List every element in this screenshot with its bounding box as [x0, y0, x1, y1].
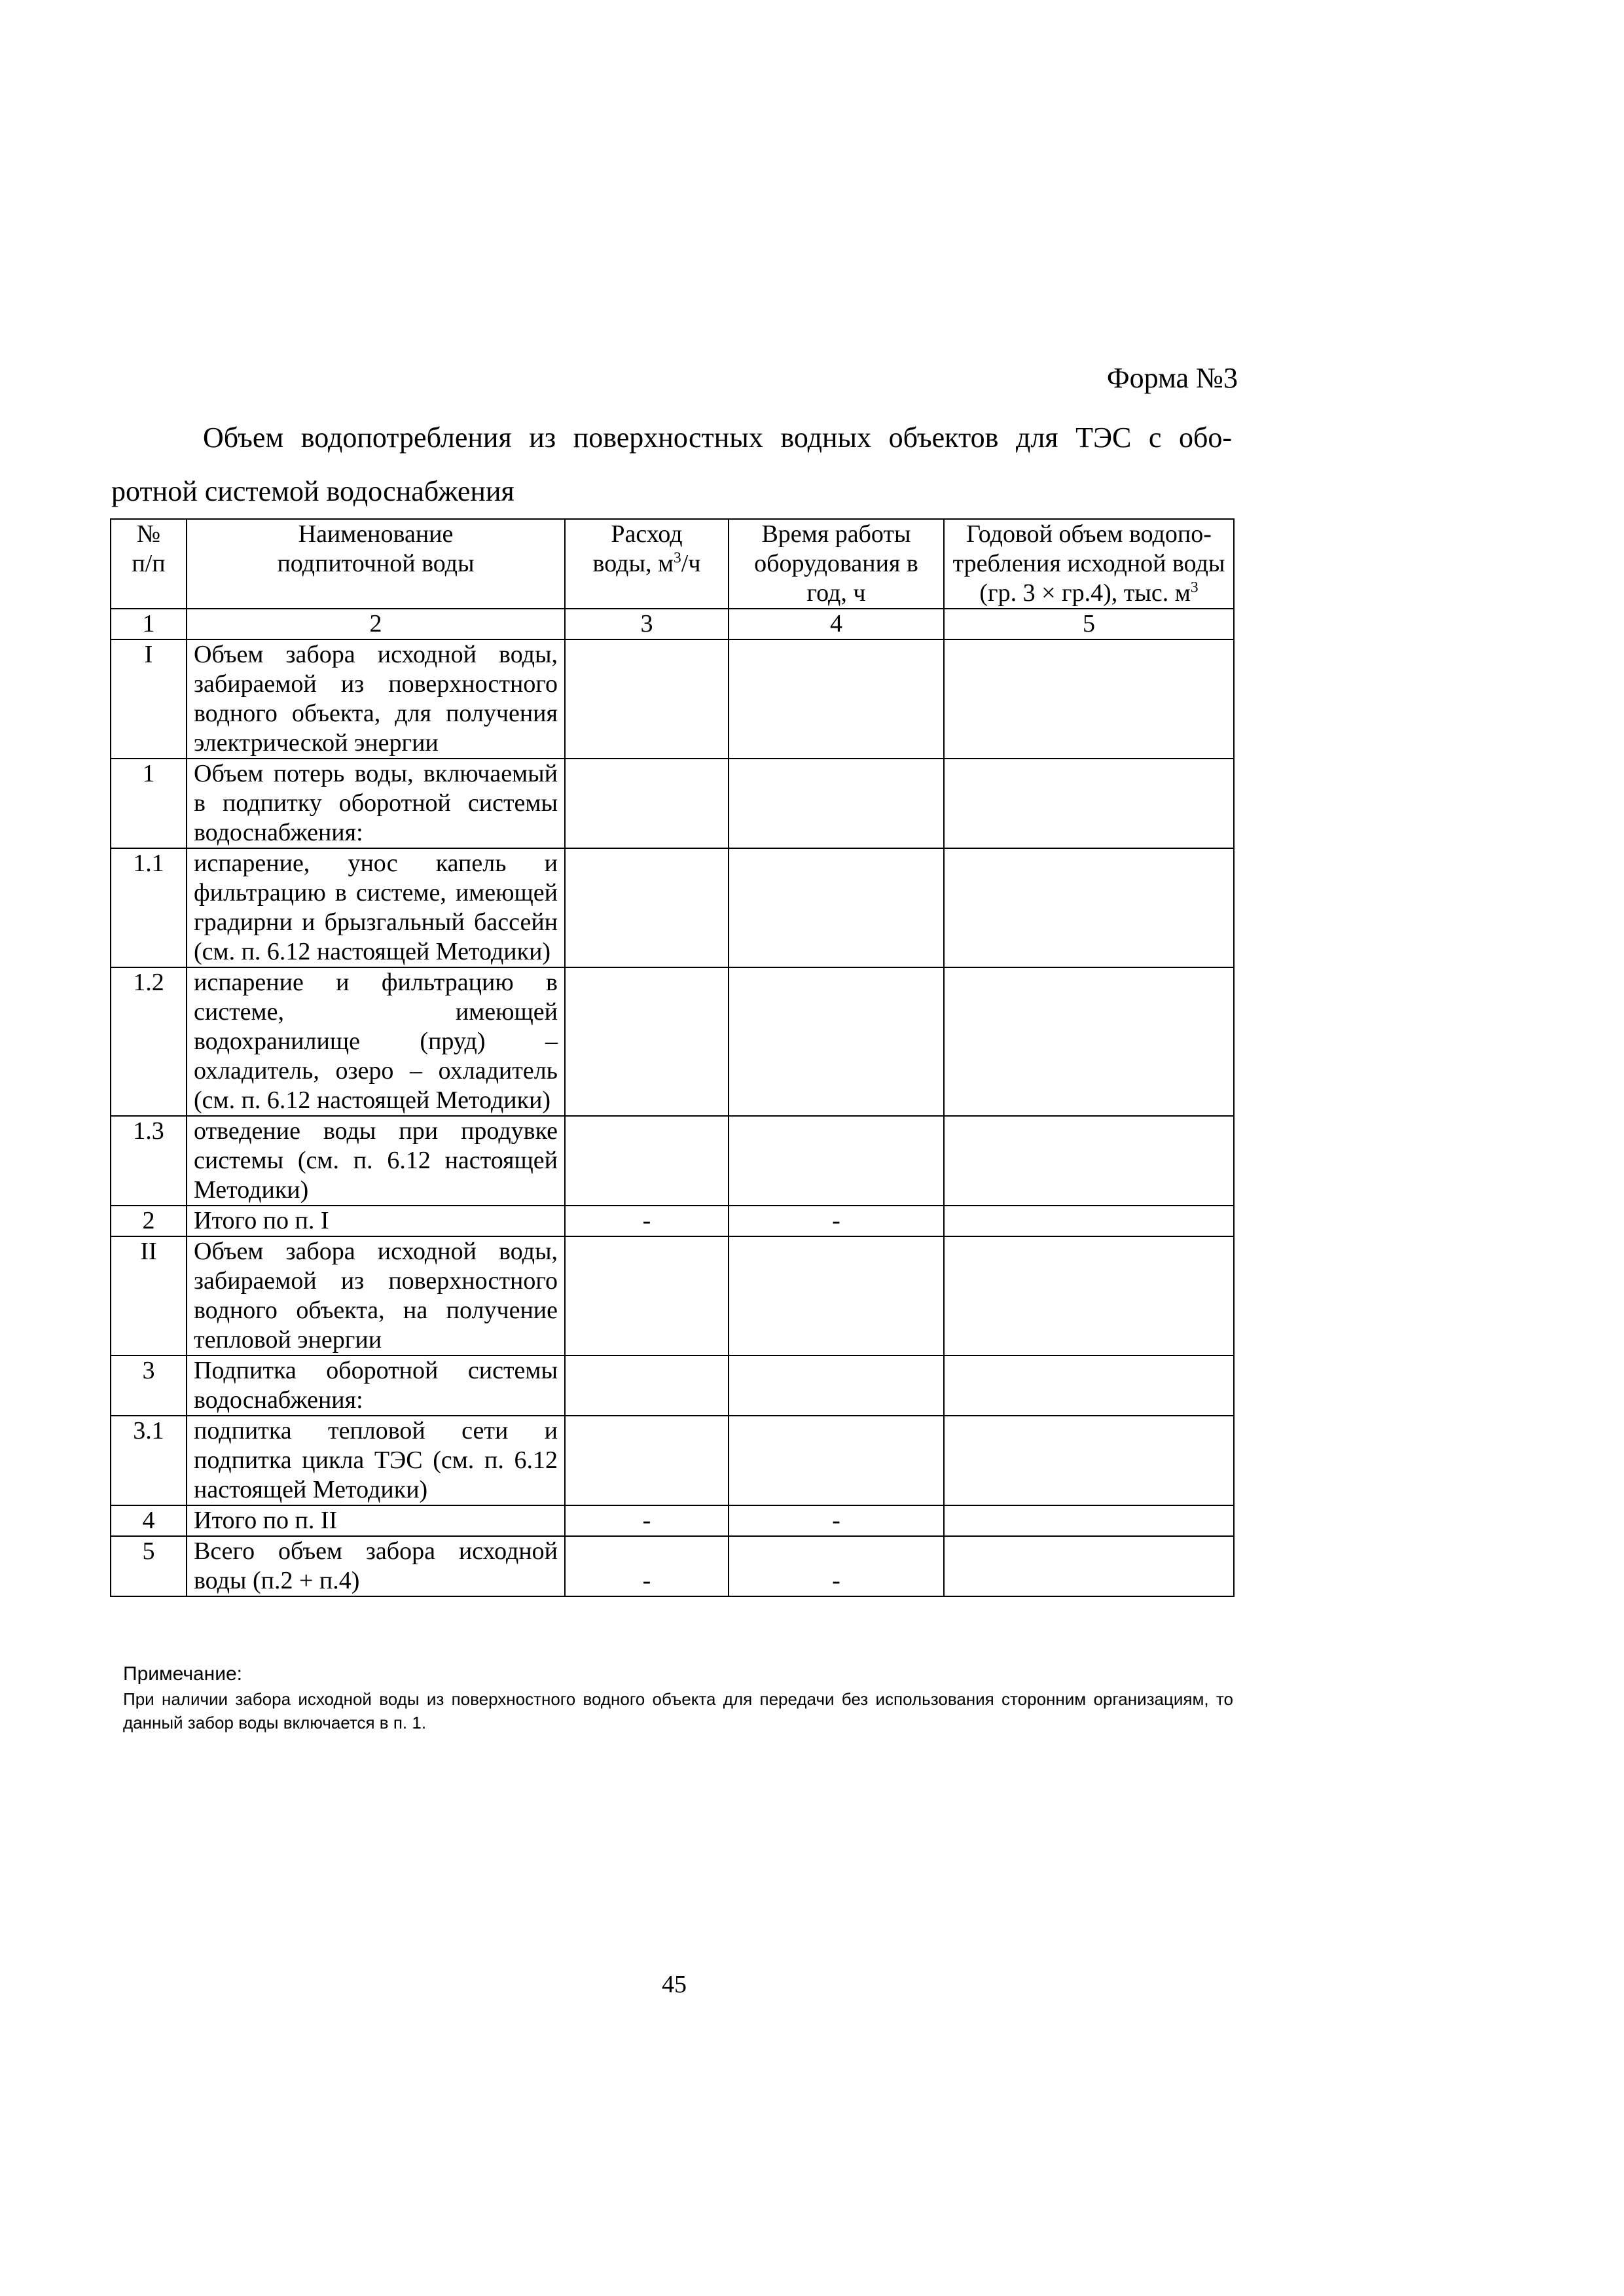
row-number: 1.2: [111, 967, 187, 1116]
row-name: Итого по п. II: [187, 1505, 565, 1536]
note-label: Примечание:: [123, 1663, 242, 1685]
row-flow: [565, 759, 729, 848]
row-annual-volume: [944, 1206, 1234, 1236]
water-consumption-table: [110, 518, 1235, 1597]
row-annual-volume: [944, 848, 1234, 967]
row-annual-volume: [944, 759, 1234, 848]
row-annual-volume: [944, 1116, 1234, 1206]
document-title: [111, 411, 1232, 518]
row-name: испарение, унос капель и фильтрацию в системе, имеющей градирни и брызгальный бассейн (см. п. 6.12 настоящей Методики): [187, 848, 565, 967]
header-name: Наименование подпиточной воды: [187, 519, 565, 609]
row-operating-time: [729, 1416, 944, 1505]
column-index-row: [111, 609, 1234, 639]
row-number: I: [111, 639, 187, 759]
row-operating-time: [729, 639, 944, 759]
row-operating-time: [729, 967, 944, 1116]
row-operating-time: [729, 848, 944, 967]
row-operating-time: -: [729, 1505, 944, 1536]
row-number: 4: [111, 1505, 187, 1536]
row-flow: [565, 1355, 729, 1416]
table-row: [111, 1206, 1234, 1236]
page-number: 45: [662, 1971, 687, 1998]
header-number: № п/п: [111, 519, 187, 609]
row-annual-volume: [944, 639, 1234, 759]
table-row: [111, 848, 1234, 967]
row-flow: [565, 1116, 729, 1206]
header-annual-volume: Годовой объем водопо- требления исходной воды (гр. 3 × гр.4), тыс. $м^3$: [944, 519, 1234, 609]
row-name: Объем потерь воды, включаемый в подпитку оборотной системы водоснабжения:: [187, 759, 565, 848]
row-name: испарение и фильтрацию в системе, имеющей водохранилище (пруд) – охладитель, озеро – охладитель (см. п. 6.12 настоящей Методики): [187, 967, 565, 1116]
row-operating-time: [729, 1116, 944, 1206]
row-flow: -: [565, 1505, 729, 1536]
row-flow: [565, 639, 729, 759]
row-operating-time: -: [729, 1206, 944, 1236]
note: [123, 1661, 1233, 1734]
column-index: 5: [944, 609, 1234, 639]
row-annual-volume: [944, 1536, 1234, 1596]
header-operating-time: Время работы оборудования в год, ч: [729, 519, 944, 609]
row-annual-volume: [944, 1505, 1234, 1536]
table-row: [111, 967, 1234, 1116]
title-line-2: ротной системой водоснабжения: [111, 475, 514, 507]
column-index: 3: [565, 609, 729, 639]
row-flow: [565, 1416, 729, 1505]
row-name: Итого по п. I: [187, 1206, 565, 1236]
row-operating-time: [729, 759, 944, 848]
row-number: 1: [111, 759, 187, 848]
row-operating-time: [729, 1236, 944, 1355]
table-row: [111, 1355, 1234, 1416]
column-index: 4: [729, 609, 944, 639]
table-header-row: [111, 519, 1234, 609]
table-row: [111, 1536, 1234, 1596]
row-name: Объем забора исходной воды, забираемой из поверхностного водного объекта, на получение тепловой энергии: [187, 1236, 565, 1355]
table-row: [111, 759, 1234, 848]
title-line-1: Объем водопотребления из поверхностных водных объектов для ТЭС с обо-: [203, 422, 1232, 454]
row-number: 3.1: [111, 1416, 187, 1505]
row-number: II: [111, 1236, 187, 1355]
row-name: отведение воды при продувке системы (см. п. 6.12 настоящей Методики): [187, 1116, 565, 1206]
table-row: [111, 1236, 1234, 1355]
row-flow: [565, 1236, 729, 1355]
row-name: Объем забора исходной воды, забираемой из поверхностного водного объекта, для получения электрической энергии: [187, 639, 565, 759]
form-number-label: Форма №3: [1106, 362, 1238, 394]
row-name: Подпитка оборотной системы водоснабжения:: [187, 1355, 565, 1416]
row-number: 2: [111, 1206, 187, 1236]
table-row: [111, 1416, 1234, 1505]
row-number: 1.3: [111, 1116, 187, 1206]
row-number: 3: [111, 1355, 187, 1416]
row-flow: [565, 967, 729, 1116]
row-operating-time: -: [729, 1536, 944, 1596]
row-operating-time: [729, 1355, 944, 1416]
row-number: 5: [111, 1536, 187, 1596]
row-annual-volume: [944, 1416, 1234, 1505]
table-row: [111, 1505, 1234, 1536]
column-index: 1: [111, 609, 187, 639]
row-flow: [565, 848, 729, 967]
column-index: 2: [187, 609, 565, 639]
header-flow: Расход воды, $м^3/ч$: [565, 519, 729, 609]
row-flow: -: [565, 1536, 729, 1596]
row-annual-volume: [944, 1236, 1234, 1355]
row-name: подпитка тепловой сети и подпитка цикла ТЭС (см. п. 6.12 настоящей Методики): [187, 1416, 565, 1505]
note-text: При наличии забора исходной воды из поверхностного водного объекта для передачи без использования сторонним организациям, то данный забор воды включается в п. 1.: [123, 1689, 1233, 1732]
table-row: [111, 639, 1234, 759]
row-flow: -: [565, 1206, 729, 1236]
row-number: 1.1: [111, 848, 187, 967]
table-row: [111, 1116, 1234, 1206]
row-annual-volume: [944, 967, 1234, 1116]
row-annual-volume: [944, 1355, 1234, 1416]
row-name: Всего объем забора исходной воды (п.2 + п.4): [187, 1536, 565, 1596]
